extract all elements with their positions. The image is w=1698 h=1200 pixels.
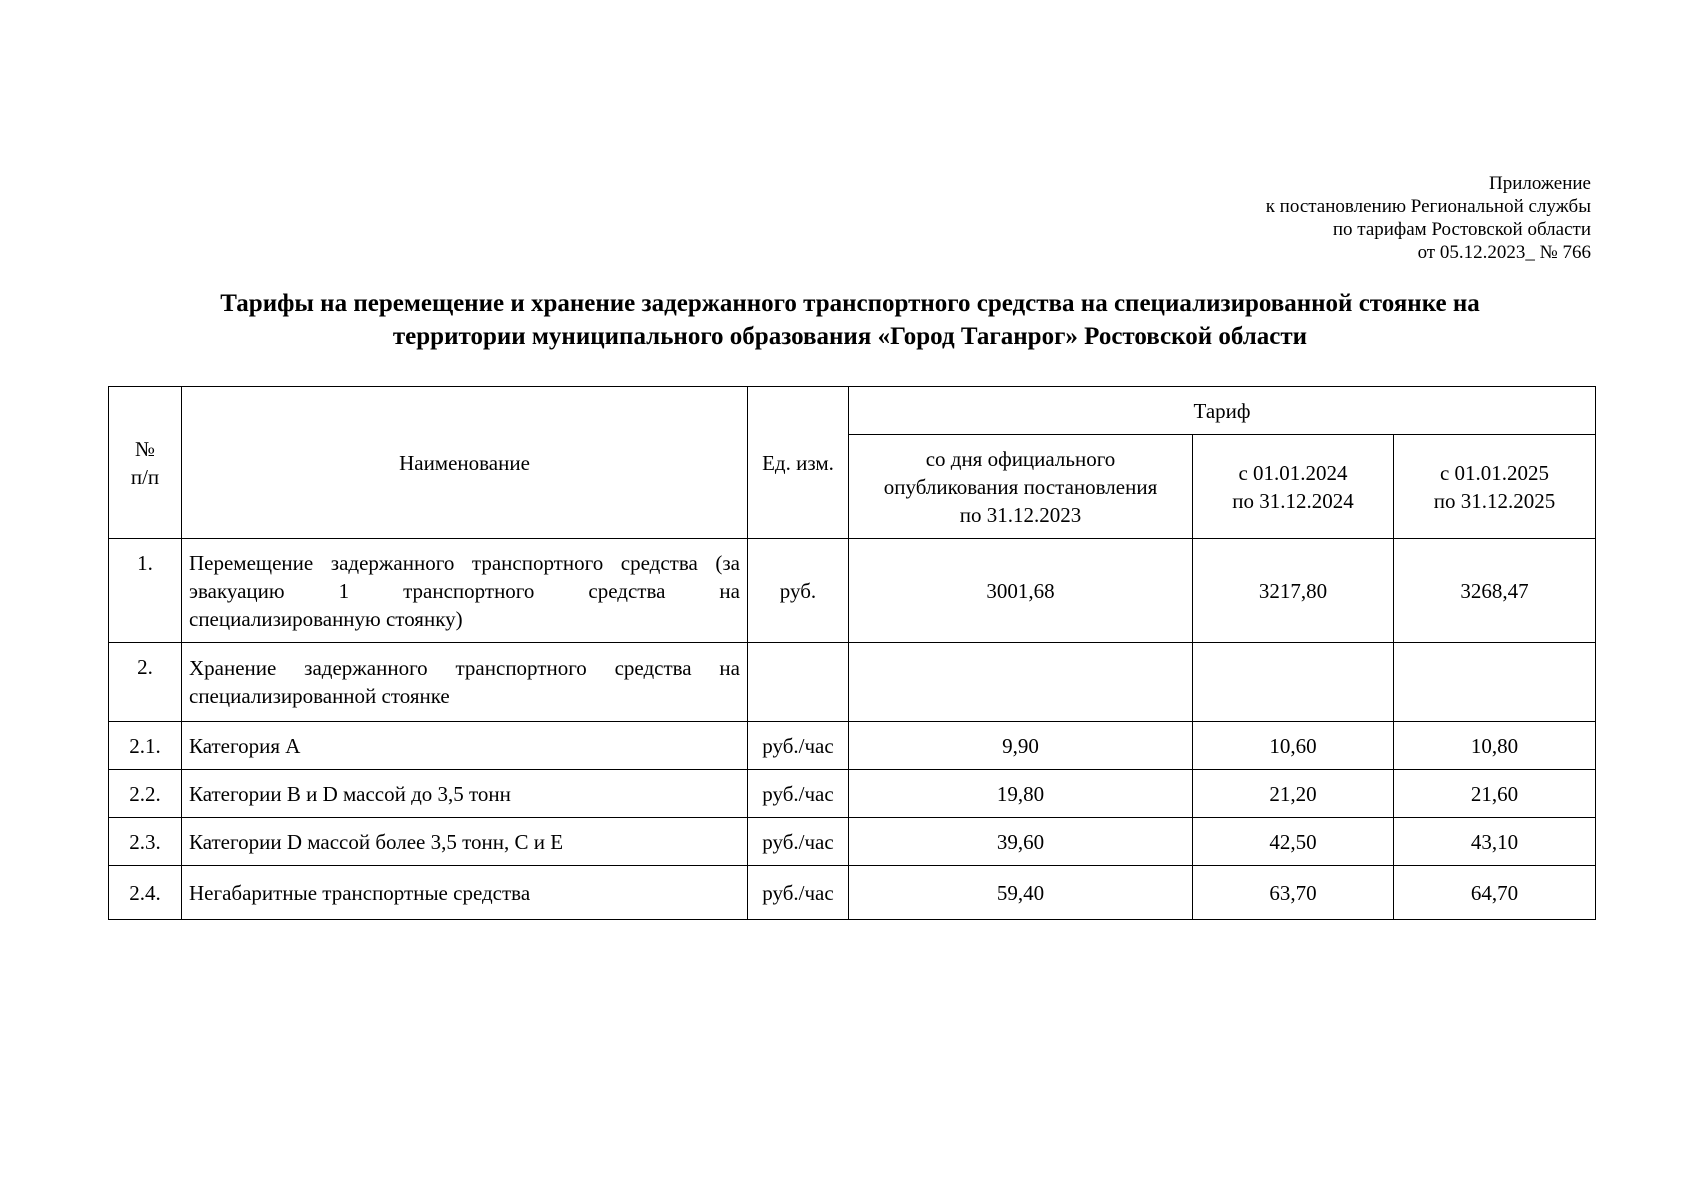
header-period-2: [1193, 435, 1394, 539]
row-value-period-2: 21,20: [1193, 770, 1394, 818]
header-period-line: по 31.12.2024: [1232, 488, 1354, 513]
header-period-line: со дня официального: [925, 446, 1116, 471]
row-value-period-2: [1193, 643, 1394, 722]
row-value-period-3: 10,80: [1394, 722, 1596, 770]
header-period-3: [1394, 435, 1596, 539]
row-number: 2.2.: [109, 770, 182, 818]
row-unit: [748, 643, 849, 722]
row-value-period-1: [849, 643, 1193, 722]
appendix-line: Приложение: [1489, 173, 1591, 194]
row-value-period-2: 63,70: [1193, 866, 1394, 920]
row-number: 2.1.: [109, 722, 182, 770]
row-number: 2.3.: [109, 818, 182, 866]
appendix-line: по тарифам Ростовской области: [1332, 219, 1591, 240]
row-number: 2.: [109, 643, 182, 722]
row-value-period-3: [1394, 643, 1596, 722]
row-value-period-3: 3268,47: [1394, 539, 1596, 643]
row-name: Хранение задержанного транспортного средства на специализированной стоянке: [182, 643, 748, 722]
title-line: Тарифы на перемещение и хранение задержанного транспортного средства на специализированной стоянке на: [220, 290, 1480, 317]
document-title: [120, 287, 1580, 353]
row-value-period-2: 3217,80: [1193, 539, 1394, 643]
header-number-line: п/п: [130, 464, 160, 489]
header-period-line: опубликования постановления: [883, 474, 1158, 499]
row-name: Перемещение задержанного транспортного средства (за эвакуацию 1 транспортного средства на специализированную стоянку): [182, 539, 748, 643]
row-name: Категории В и D массой до 3,5 тонн: [182, 770, 748, 818]
table-row: [109, 866, 1596, 920]
row-unit: руб./час: [748, 866, 849, 920]
header-period-line: с 01.01.2025: [1439, 460, 1550, 485]
appendix-note: [1266, 172, 1591, 264]
title-line: территории муниципального образования «Город Таганрог» Ростовской области: [392, 323, 1308, 350]
row-number: 1.: [109, 539, 182, 643]
row-unit: руб./час: [748, 818, 849, 866]
header-number: [109, 387, 182, 539]
table-row: [109, 643, 1596, 722]
row-value-period-1: 9,90: [849, 722, 1193, 770]
header-period-line: по 31.12.2025: [1433, 488, 1556, 513]
row-value-period-1: 19,80: [849, 770, 1193, 818]
appendix-line: к постановлению Региональной службы: [1265, 196, 1591, 217]
appendix-date-number: от 05.12.2023_ № 766: [1417, 242, 1591, 263]
row-value-period-1: 39,60: [849, 818, 1193, 866]
row-unit: руб./час: [748, 770, 849, 818]
row-unit: руб.: [748, 539, 849, 643]
row-value-period-3: 21,60: [1394, 770, 1596, 818]
table-row: [109, 539, 1596, 643]
table-row: [109, 770, 1596, 818]
header-number-line: №: [134, 436, 156, 461]
table-row: [109, 722, 1596, 770]
header-name: Наименование: [182, 387, 748, 539]
row-name: Категория А: [182, 722, 748, 770]
header-tariff: Тариф: [849, 387, 1596, 435]
table-row: [109, 818, 1596, 866]
header-row: [109, 387, 1596, 435]
row-value-period-2: 10,60: [1193, 722, 1394, 770]
row-value-period-3: 43,10: [1394, 818, 1596, 866]
header-period-1: [849, 435, 1193, 539]
header-unit: Ед. изм.: [748, 387, 849, 539]
tariff-table: [108, 386, 1596, 920]
row-value-period-2: 42,50: [1193, 818, 1394, 866]
row-name: Негабаритные транспортные средства: [182, 866, 748, 920]
row-value-period-1: 59,40: [849, 866, 1193, 920]
row-value-period-1: 3001,68: [849, 539, 1193, 643]
row-value-period-3: 64,70: [1394, 866, 1596, 920]
row-name: Категории D массой более 3,5 тонн, С и Е: [182, 818, 748, 866]
header-period-line: с 01.01.2024: [1238, 460, 1348, 485]
header-period-line: по 31.12.2023: [959, 502, 1082, 527]
row-number: 2.4.: [109, 866, 182, 920]
row-unit: руб./час: [748, 722, 849, 770]
